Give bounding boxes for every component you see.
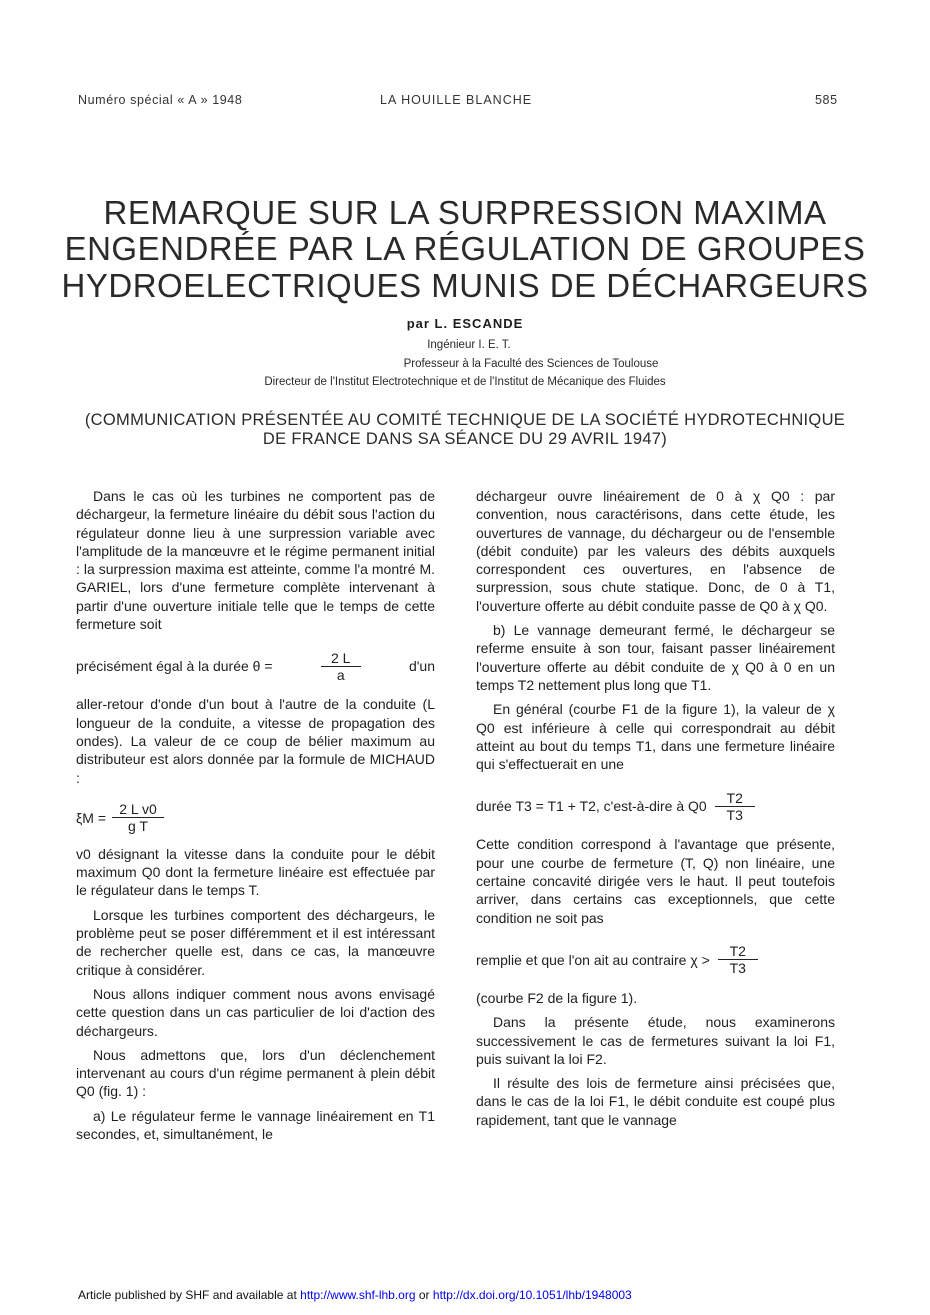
fraction-numerator: T2 <box>729 943 746 960</box>
fraction-numerator: T2 <box>726 789 743 806</box>
paragraph: Lorsque les turbines comportent des déchargeurs, le problème peut se poser différemment et il est intéressant de rechercher quelle est, dans ce cas, la manœuvre critique à considérer. <box>76 906 435 978</box>
running-header-journal: LA HOUILLE BLANCHE <box>380 93 533 107</box>
footer-link-doi[interactable]: http://dx.doi.org/10.1051/lhb/1948003 <box>432 1288 632 1302</box>
equation-text: d'un <box>408 658 435 675</box>
affiliation-1: Ingénieur I. E. T. <box>427 339 511 351</box>
fraction <box>715 790 755 823</box>
paragraph: Dans le cas où les turbines ne comportent pas de déchargeur, la fermeture linéaire du débit sous l'action du régulateur donne lieu à une surpression variable avec l'amplitude de la manœuvre et le régime permanent initial : la surpression maxima est atteinte, comme l'a montré M. GARIEL, lors d'une fermeture complète intervenant à partir d'une ouverture initiale telle que le temps de cette fermeture soit <box>76 488 435 633</box>
paragraph: b) Le vannage demeurant fermé, le déchargeur se referme ensuite à son tour, faisant passer linéairement l'ouverture offerte au débit conduite de χ Q0 à 0 en un temps T2 nettement plus long que T1. <box>476 622 835 693</box>
fraction-denominator: T3 <box>726 806 743 823</box>
equation-michaud <box>76 793 435 843</box>
affiliation-2: Professeur à la Faculté des Sciences de Toulouse <box>403 358 659 370</box>
fraction-denominator: g T <box>128 818 148 835</box>
communication-note-line-1: (COMMUNICATION PRÉSENTÉE AU COMITÉ TECHNIQUE DE LA SOCIÉTÉ HYDROTECHNIQUE <box>84 411 846 429</box>
footer-text: or <box>418 1288 430 1302</box>
paragraph: Nous admettons que, lors d'un déclenchement intervenant au cours d'un régime permanent à plein débit Q0 (fig. 1) : <box>76 1046 435 1100</box>
paragraph: Cette condition correspond à l'avantage que présente, pour une courbe de fermeture (T, Q) non linéaire, une certaine concavité dirigée vers le haut. Il peut toutefois arriver, dans certains cas exceptionnels, que cette condition ne soit pas <box>476 836 835 926</box>
fraction-numerator: 2 L v0 <box>119 801 157 818</box>
left-column <box>76 487 435 1149</box>
paragraph: v0 désignant la vitesse dans la conduite pour le débit maximum Q0 dont la fermeture linéaire est effectuée par le régulateur dans le temps T. <box>76 845 435 899</box>
right-column <box>476 487 835 1135</box>
paragraph: aller-retour d'onde d'un bout à l'autre de la conduite (L longueur de la conduite, a vitesse de propagation des ondes). La valeur de ce coup de bélier maximum au distributeur est alors donnée par la formule de MICHAUD : <box>76 696 435 786</box>
paragraph: déchargeur ouvre linéairement de 0 à χ Q0 : par convention, nous caractérisons, dans cette étude, les ouvertures de vannage, du déchargeur ou de l'ensemble (débit conduite) par les valeurs des débits auxquels correspondent ces ouvertures, en l'absence de surpression, sous chute statique. Donc, de 0 à T1, l'ouverture offerte au débit conduite passe de Q0 à χ Q0. <box>476 488 835 614</box>
page-number: 585 <box>815 93 838 107</box>
equation-t3 <box>476 779 835 833</box>
running-header-left: Numéro spécial « A » 1948 <box>78 93 243 107</box>
fraction-numerator: 2 L <box>331 649 351 666</box>
article-title-line-2: ENGENDRÉE PAR LA RÉGULATION DE GROUPES <box>64 230 866 267</box>
equation-text: ξM = <box>76 809 106 826</box>
author-byline: par L. ESCANDE <box>406 316 524 331</box>
equation-theta <box>76 639 435 693</box>
equation-text: remplie et que l'on ait au contraire χ > <box>476 951 710 968</box>
equation-chi <box>476 933 835 987</box>
fraction <box>718 943 758 976</box>
equation-text: précisément égal à la durée θ = <box>76 658 273 675</box>
paragraph: Dans la présente étude, nous examinerons successivement le cas de fermetures suivant la loi F1, puis suivant la loi F2. <box>476 1014 835 1067</box>
paragraph: a) Le régulateur ferme le vannage linéairement en T1 secondes, et, simultanément, le <box>76 1107 435 1143</box>
fraction-denominator: a <box>336 666 345 683</box>
equation-text: durée T3 = T1 + T2, c'est-à-dire à Q0 <box>476 798 707 815</box>
paragraph: (courbe F2 de la figure 1). <box>476 989 638 1006</box>
communication-note-line-2: DE FRANCE DANS SA SÉANCE DU 29 AVRIL 1947) <box>262 430 668 448</box>
article-title-line-1: REMARQUE SUR LA SURPRESSION MAXIMA <box>103 194 827 231</box>
fraction-denominator: T3 <box>729 960 746 977</box>
fraction <box>321 650 361 683</box>
publication-footer <box>78 1288 632 1302</box>
paragraph: En général (courbe F1 de la figure 1), la valeur de χ Q0 est inférieure à celle qui correspondrait au débit atteint au bout du temps T1, dans une fermeture linéaire qui s'effectuerait en une <box>476 701 835 773</box>
footer-text: Article published by SHF and available at <box>78 1288 297 1302</box>
article-title-line-3: HYDROELECTRIQUES MUNIS DE DÉCHARGEURS <box>61 267 869 304</box>
fraction <box>112 801 164 834</box>
paragraph: Il résulte des lois de fermeture ainsi précisées que, dans le cas de la loi F1, le débit conduite est coupé plus rapidement, tant que le vannage <box>476 1075 835 1128</box>
footer-link-shf[interactable]: http://www.shf-lhb.org <box>300 1288 416 1302</box>
affiliation-3: Directeur de l'Institut Electrotechnique et de l'Institut de Mécanique des Fluides <box>264 376 666 388</box>
paragraph: Nous allons indiquer comment nous avons envisagé cette question dans un cas particulier de loi d'action des déchargeurs. <box>76 985 435 1039</box>
